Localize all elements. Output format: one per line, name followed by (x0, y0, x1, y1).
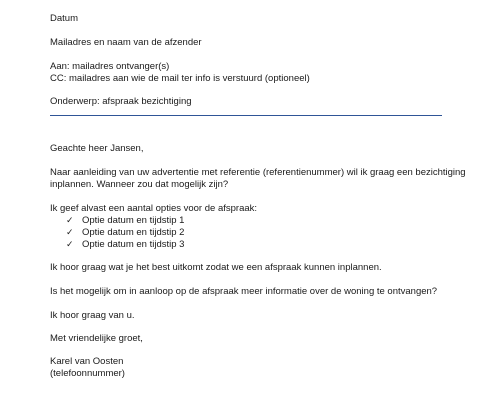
signature-name: Karel van Oosten (50, 356, 124, 367)
intro-line-1: Naar aanleiding van uw advertentie met referentie (referentienummer) wil ik graag een bezichtiging (50, 167, 466, 178)
header-divider (50, 115, 442, 116)
salutation: Geachte heer Jansen, (50, 143, 144, 154)
option-label: Optie datum en tijdstip 2 (82, 227, 185, 238)
reply-paragraph: Ik hoor graag wat je het best uitkomt zodat we een afspraak kunnen inplannen. (50, 262, 382, 273)
cc-line: CC: mailadres aan wie de mail ter info is verstuurd (optioneel) (50, 73, 310, 84)
intro-line-2: inplannen. Wanneer zou dat mogelijk zijn? (50, 179, 229, 190)
option-label: Optie datum en tijdstip 1 (82, 215, 185, 226)
sender-line: Mailadres en naam van de afzender (50, 37, 202, 48)
info-paragraph: Is het mogelijk om in aanloop op de afspraak meer informatie over de woning te ontvangen? (50, 286, 438, 297)
date-line: Datum (50, 13, 78, 24)
to-line: Aan: mailadres ontvanger(s) (50, 61, 170, 72)
closing-line: Met vriendelijke groet, (50, 333, 143, 344)
checkmark-icon: ✓ (66, 215, 74, 225)
checkmark-icon: ✓ (66, 239, 74, 249)
email-letter-page (50, 0, 466, 401)
subject-line: Onderwerp: afspraak bezichtiging (50, 96, 192, 107)
signature-phone: (telefoonnummer) (50, 368, 125, 379)
hear-paragraph: Ik hoor graag van u. (50, 310, 135, 321)
checkmark-icon: ✓ (66, 227, 74, 237)
options-intro: Ik geef alvast een aantal opties voor de afspraak: (50, 203, 258, 214)
list-item (66, 238, 184, 251)
option-label: Optie datum en tijdstip 3 (82, 239, 185, 250)
